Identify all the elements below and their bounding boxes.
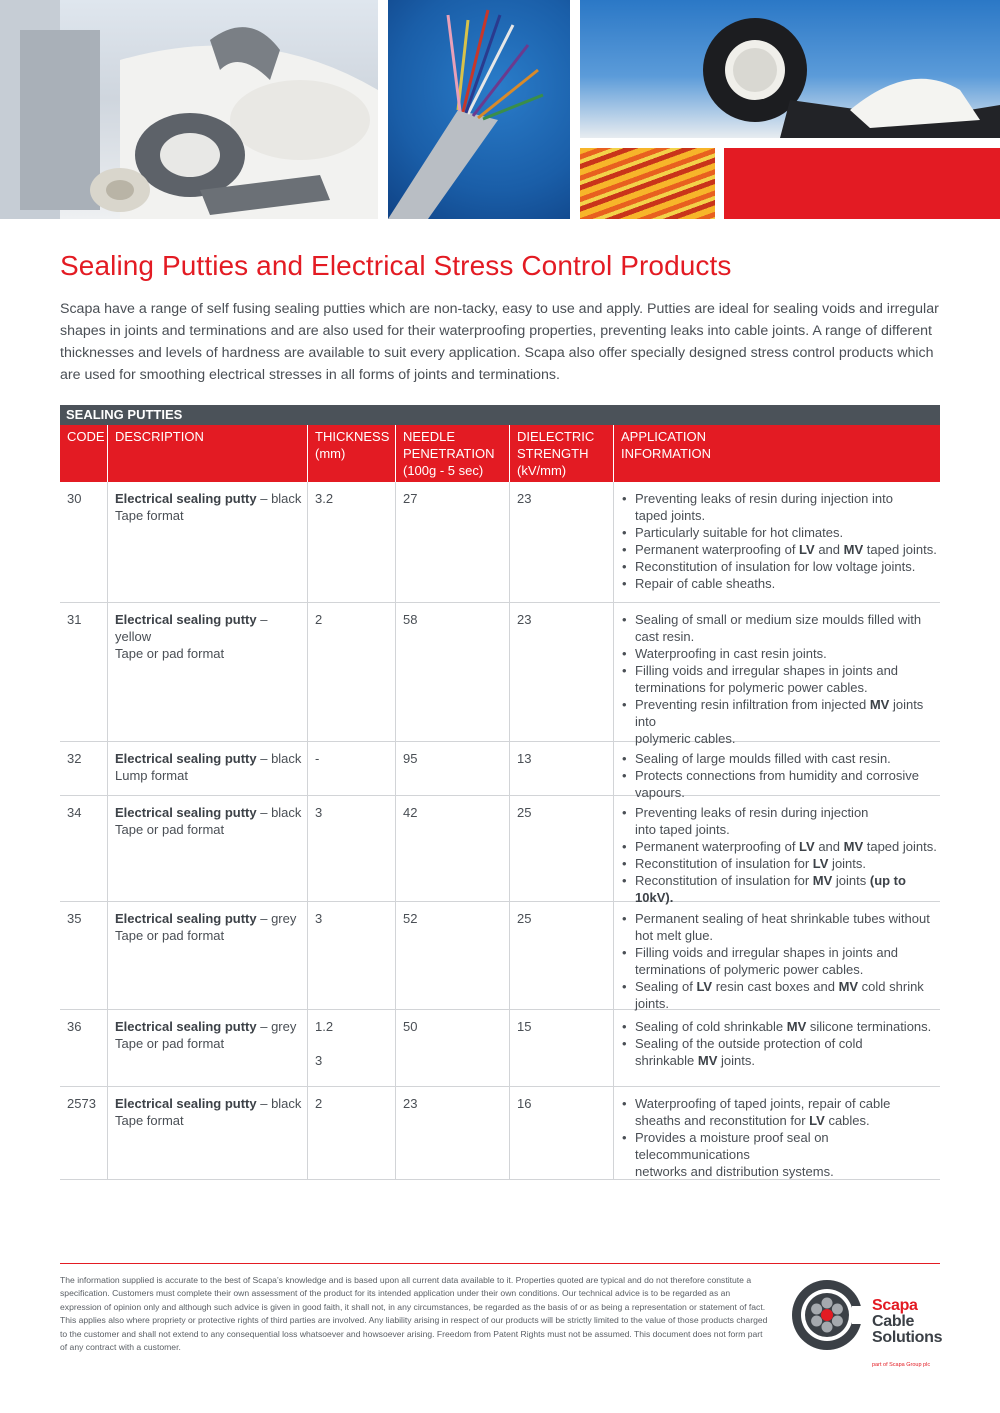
application-text: Filling voids and irregular shapes in joints and (635, 663, 899, 678)
logo-tagline: part of Scapa Group plc (872, 1362, 931, 1368)
needle-value: 27 (403, 491, 418, 506)
application-text: Repair of cable sheaths. (635, 576, 776, 591)
application-emphasis: LV (799, 542, 815, 557)
cell-description (107, 902, 307, 1009)
table-row (60, 742, 940, 800)
application-text: terminations of polymeric power cables. (635, 962, 864, 977)
cell-code (60, 902, 107, 1009)
application-text: joints into (635, 697, 924, 729)
application-item (621, 490, 940, 524)
table-row (60, 482, 940, 603)
dielectric-value: 15 (517, 1019, 532, 1034)
cell-application (613, 1010, 940, 1086)
table-header-row (60, 425, 940, 482)
application-text: Preventing leaks of resin during injection into (635, 491, 893, 506)
cell-dielectric-strength (509, 796, 613, 901)
application-item (621, 611, 940, 645)
dielectric-value: 23 (517, 612, 532, 627)
cell-needle-penetration (395, 1010, 509, 1086)
header-needle-line2: PENETRATION (403, 446, 495, 461)
application-list (621, 910, 940, 1012)
application-emphasis: MV (843, 542, 864, 557)
dielectric-value: 23 (517, 491, 532, 506)
application-text: Waterproofing of taped joints, repair of cable (635, 1096, 891, 1111)
cell-application (613, 482, 940, 602)
photo-putty-tapes (0, 0, 378, 219)
application-text: Sealing of (635, 979, 697, 994)
photo-coloured-cables (580, 148, 715, 219)
application-list (621, 1095, 940, 1180)
needle-value: 58 (403, 612, 418, 627)
product-code: 32 (67, 751, 82, 766)
application-text: Permanent waterproofing of (635, 839, 800, 854)
application-text: Reconstitution of insulation for (635, 873, 813, 888)
red-colour-block (724, 148, 1000, 219)
application-text: cast resin. (635, 629, 695, 644)
application-text: resin cast boxes and (712, 979, 839, 994)
application-text: Permanent sealing of heat shrinkable tubes without (635, 911, 930, 926)
table-row (60, 1087, 940, 1180)
application-list (621, 1018, 940, 1069)
application-emphasis: MV (812, 873, 833, 888)
photo-tape-rolls (580, 0, 1000, 138)
application-text: Protects connections from humidity and corrosive vapours. (635, 768, 919, 800)
product-code: 35 (67, 911, 82, 926)
application-text: and (814, 542, 844, 557)
product-code: 34 (67, 805, 82, 820)
application-emphasis: LV (812, 856, 829, 871)
application-item (621, 541, 940, 558)
cell-description (107, 796, 307, 901)
thickness-value: 3 (315, 805, 323, 820)
cell-needle-penetration (395, 796, 509, 901)
thickness-value-alt: 3 (315, 1053, 323, 1068)
application-text: Permanent waterproofing of (635, 542, 800, 557)
application-emphasis: LV (799, 839, 815, 854)
product-format: Tape or pad format (115, 646, 225, 661)
dielectric-value: 25 (517, 805, 532, 820)
product-name: Electrical sealing putty (115, 805, 257, 820)
application-text: Sealing of cold shrinkable (635, 1019, 787, 1034)
application-text: joints. (828, 856, 867, 871)
product-name: Electrical sealing putty (115, 612, 257, 627)
application-text: Particularly suitable for hot climates. (635, 525, 844, 540)
application-text: silicone terminations. (806, 1019, 932, 1034)
cell-code (60, 1010, 107, 1086)
product-code: 30 (67, 491, 82, 506)
header-description (107, 425, 307, 482)
application-text: Provides a moisture proof seal on telecommunications (635, 1130, 829, 1162)
product-colour: – yellow (115, 612, 268, 644)
header-dielectric-line3: (kV/mm) (517, 463, 567, 478)
thickness-value: 3.2 (315, 491, 334, 506)
product-colour: – grey (256, 911, 297, 926)
application-item (621, 662, 940, 696)
needle-value: 42 (403, 805, 418, 820)
header-needle-line3: (100g - 5 sec) (403, 463, 484, 478)
cell-code (60, 742, 107, 795)
application-item (621, 696, 940, 747)
application-text: joints. (717, 1053, 755, 1068)
thickness-value: 2 (315, 1096, 323, 1111)
header-thickness-line2: (mm) (315, 446, 346, 461)
application-item (621, 855, 940, 872)
application-emphasis: MV (786, 1019, 807, 1034)
application-text: Waterproofing in cast resin joints. (635, 646, 827, 661)
cell-thickness (307, 482, 395, 602)
application-item (621, 558, 940, 575)
product-name: Electrical sealing putty (115, 911, 257, 926)
cell-thickness (307, 902, 395, 1009)
needle-value: 23 (403, 1096, 418, 1111)
application-text: Filling voids and irregular shapes in joints and (635, 945, 899, 960)
cell-application (613, 742, 940, 800)
cell-needle-penetration (395, 482, 509, 602)
cable-cross-section-icon (790, 1278, 870, 1358)
cell-code (60, 1087, 107, 1179)
application-item (621, 944, 940, 978)
application-text: Preventing leaks of resin during injection (635, 805, 869, 820)
application-list (621, 611, 940, 747)
application-emphasis: LV (809, 1113, 825, 1128)
header-code (60, 425, 107, 482)
application-text: terminations for polymeric power cables. (635, 680, 868, 695)
product-format: Lump format (115, 768, 188, 783)
product-name: Electrical sealing putty (115, 1096, 257, 1111)
cell-code (60, 796, 107, 901)
page-title: Sealing Putties and Electrical Stress Control Products (60, 250, 732, 281)
product-name: Electrical sealing putty (115, 491, 257, 506)
table-body (60, 482, 940, 1180)
application-text: networks and distribution systems. (635, 1164, 834, 1179)
photo-cable-wires (388, 0, 570, 219)
cell-code (60, 603, 107, 741)
scapa-logo (790, 1278, 943, 1368)
application-text: Reconstitution of insulation for (635, 856, 813, 871)
header-description-label: DESCRIPTION (115, 429, 204, 444)
cell-description (107, 482, 307, 602)
cell-thickness (307, 1010, 395, 1086)
application-emphasis: MV (843, 839, 864, 854)
dielectric-value: 25 (517, 911, 532, 926)
cell-description (107, 1010, 307, 1086)
application-text: cables. (824, 1113, 870, 1128)
cell-needle-penetration (395, 742, 509, 795)
application-item (621, 645, 940, 662)
intro-paragraph: Scapa have a range of self fusing sealing putties which are non-tacky, easy to use and apply. Putties are ideal for sealing voids and irregular shapes in joints and terminations and are also used for their waterproofing properties, preventing leaks into cable joints. A range of different thicknesses and levels of hardness are available to suit every application. Scapa also offer specially designed stress control products which are used for smoothing electrical stresses in all forms of joints and terminations. (60, 301, 939, 383)
cell-thickness (307, 796, 395, 901)
cell-application (613, 1087, 940, 1179)
application-emphasis: MV (697, 1053, 718, 1068)
cell-dielectric-strength (509, 742, 613, 795)
application-item (621, 804, 940, 838)
product-format: Tape or pad format (115, 822, 225, 837)
header-dielectric-line1: DIELECTRIC (517, 429, 595, 444)
application-text: polymeric cables. (635, 731, 736, 746)
cell-description (107, 1087, 307, 1179)
application-text: Sealing of small or medium size moulds filled with (635, 612, 922, 627)
sealing-putties-table (60, 405, 940, 1180)
logo-brand: Scapa (872, 1297, 918, 1314)
header-thickness-line1: THICKNESS (315, 429, 390, 444)
table-row (60, 1010, 940, 1087)
product-code: 31 (67, 612, 82, 627)
cell-description (107, 603, 307, 741)
application-item (621, 1018, 940, 1035)
application-text: Preventing resin infiltration from injected (635, 697, 870, 712)
cell-code (60, 482, 107, 602)
cell-dielectric-strength (509, 603, 613, 741)
application-item (621, 750, 940, 767)
footer-divider (60, 1263, 940, 1264)
header-code-label: CODE (67, 429, 105, 444)
cell-needle-penetration (395, 603, 509, 741)
header-dielectric-strength (509, 425, 613, 482)
application-text: taped joints. (863, 839, 937, 854)
application-item (621, 872, 940, 906)
footer-disclaimer: The information supplied is accurate to the best of Scapa’s knowledge and is based upon all current data available to it. Properties quoted are typical and do not therefore constitute a specification. Customers must complete their own assessment of the product for its intended application under their own conditions. Our technical advice is to be regarded as an expression of opinion only and although such advice is given in good faith, it shall not, in any circumstances, be regarded as the basis of or as being a representation or statement of fact. This applies also where propriety or protective rights of third parties are involved. Any liability arising in respect of our products will be strictly limited to the value of those products charged to the customer and shall not extend to any consequential loss whatsoever and howsoever arising. Freedom from Patent Rights must not be assumed. This document does not form part of any contract with a customer. (60, 1275, 768, 1353)
cell-thickness (307, 603, 395, 741)
needle-value: 95 (403, 751, 418, 766)
application-item (621, 575, 940, 592)
product-format: Tape format (115, 1113, 184, 1128)
needle-value: 50 (403, 1019, 418, 1034)
cell-thickness (307, 742, 395, 795)
product-colour: – black (256, 1096, 302, 1111)
product-name: Electrical sealing putty (115, 751, 257, 766)
application-emphasis: MV (869, 697, 890, 712)
header-needle-line1: NEEDLE (403, 429, 456, 444)
application-emphasis: LV (696, 979, 713, 994)
application-item (621, 524, 940, 541)
application-text: taped joints. (863, 542, 937, 557)
application-emphasis: MV (838, 979, 859, 994)
application-text: and (814, 839, 844, 854)
header-application-line2: INFORMATION (621, 446, 712, 461)
application-item (621, 978, 940, 1012)
application-item (621, 767, 940, 801)
header-needle-penetration (395, 425, 509, 482)
application-text: Reconstitution of insulation for low voltage joints. (635, 559, 916, 574)
application-list (621, 804, 940, 906)
cell-description (107, 742, 307, 795)
cell-application (613, 603, 940, 746)
header-dielectric-line2: STRENGTH (517, 446, 589, 461)
logo-line3: Solutions (872, 1329, 943, 1346)
header-photo-band (0, 0, 1000, 219)
application-item (621, 910, 940, 944)
application-item (621, 838, 940, 855)
needle-value: 52 (403, 911, 418, 926)
thickness-value: 3 (315, 911, 323, 926)
thickness-value: 1.2 (315, 1019, 334, 1034)
table-row (60, 796, 940, 905)
application-text: sheaths and reconstitution for (635, 1113, 810, 1128)
product-name: Electrical sealing putty (115, 1019, 257, 1034)
product-code: 2573 (67, 1096, 96, 1111)
cell-needle-penetration (395, 1087, 509, 1179)
header-application-information (613, 425, 940, 482)
application-item (621, 1035, 940, 1069)
application-text: Sealing of the outside protection of cold (635, 1036, 863, 1051)
application-text: shrinkable (635, 1053, 698, 1068)
product-code: 36 (67, 1019, 82, 1034)
application-text: Sealing of large moulds filled with cast resin. (635, 751, 891, 766)
application-item (621, 1129, 940, 1180)
cell-dielectric-strength (509, 1087, 613, 1179)
dielectric-value: 13 (517, 751, 532, 766)
product-colour: – black (256, 491, 302, 506)
product-format: Tape or pad format (115, 928, 225, 943)
header-thickness (307, 425, 395, 482)
table-row (60, 902, 940, 1010)
thickness-value: 2 (315, 612, 323, 627)
product-colour: – black (256, 751, 302, 766)
cell-needle-penetration (395, 902, 509, 1009)
application-text: taped joints. (635, 508, 706, 523)
cell-application (613, 902, 940, 1009)
application-text: joints (832, 873, 870, 888)
application-text: cold shrink joints. (635, 979, 924, 1011)
product-format: Tape or pad format (115, 1036, 225, 1051)
cell-thickness (307, 1087, 395, 1179)
header-application-line1: APPLICATION (621, 429, 707, 444)
logo-wordmark (872, 1298, 942, 1346)
application-text: into taped joints. (635, 822, 730, 837)
product-colour: – grey (256, 1019, 297, 1034)
product-colour: – black (256, 805, 302, 820)
cell-application (613, 796, 940, 905)
application-emphasis: (up to 10kV). (635, 873, 906, 905)
application-text: hot melt glue. (635, 928, 714, 943)
product-format: Tape format (115, 508, 184, 523)
cell-dielectric-strength (509, 1010, 613, 1086)
dielectric-value: 16 (517, 1096, 532, 1111)
table-row (60, 603, 940, 746)
table-section-title: SEALING PUTTIES (60, 405, 940, 425)
application-item (621, 1095, 940, 1129)
thickness-value: - (315, 751, 320, 766)
cell-dielectric-strength (509, 902, 613, 1009)
logo-line2: Cable (872, 1313, 915, 1330)
cell-dielectric-strength (509, 482, 613, 602)
application-list (621, 750, 940, 801)
application-list (621, 490, 940, 592)
